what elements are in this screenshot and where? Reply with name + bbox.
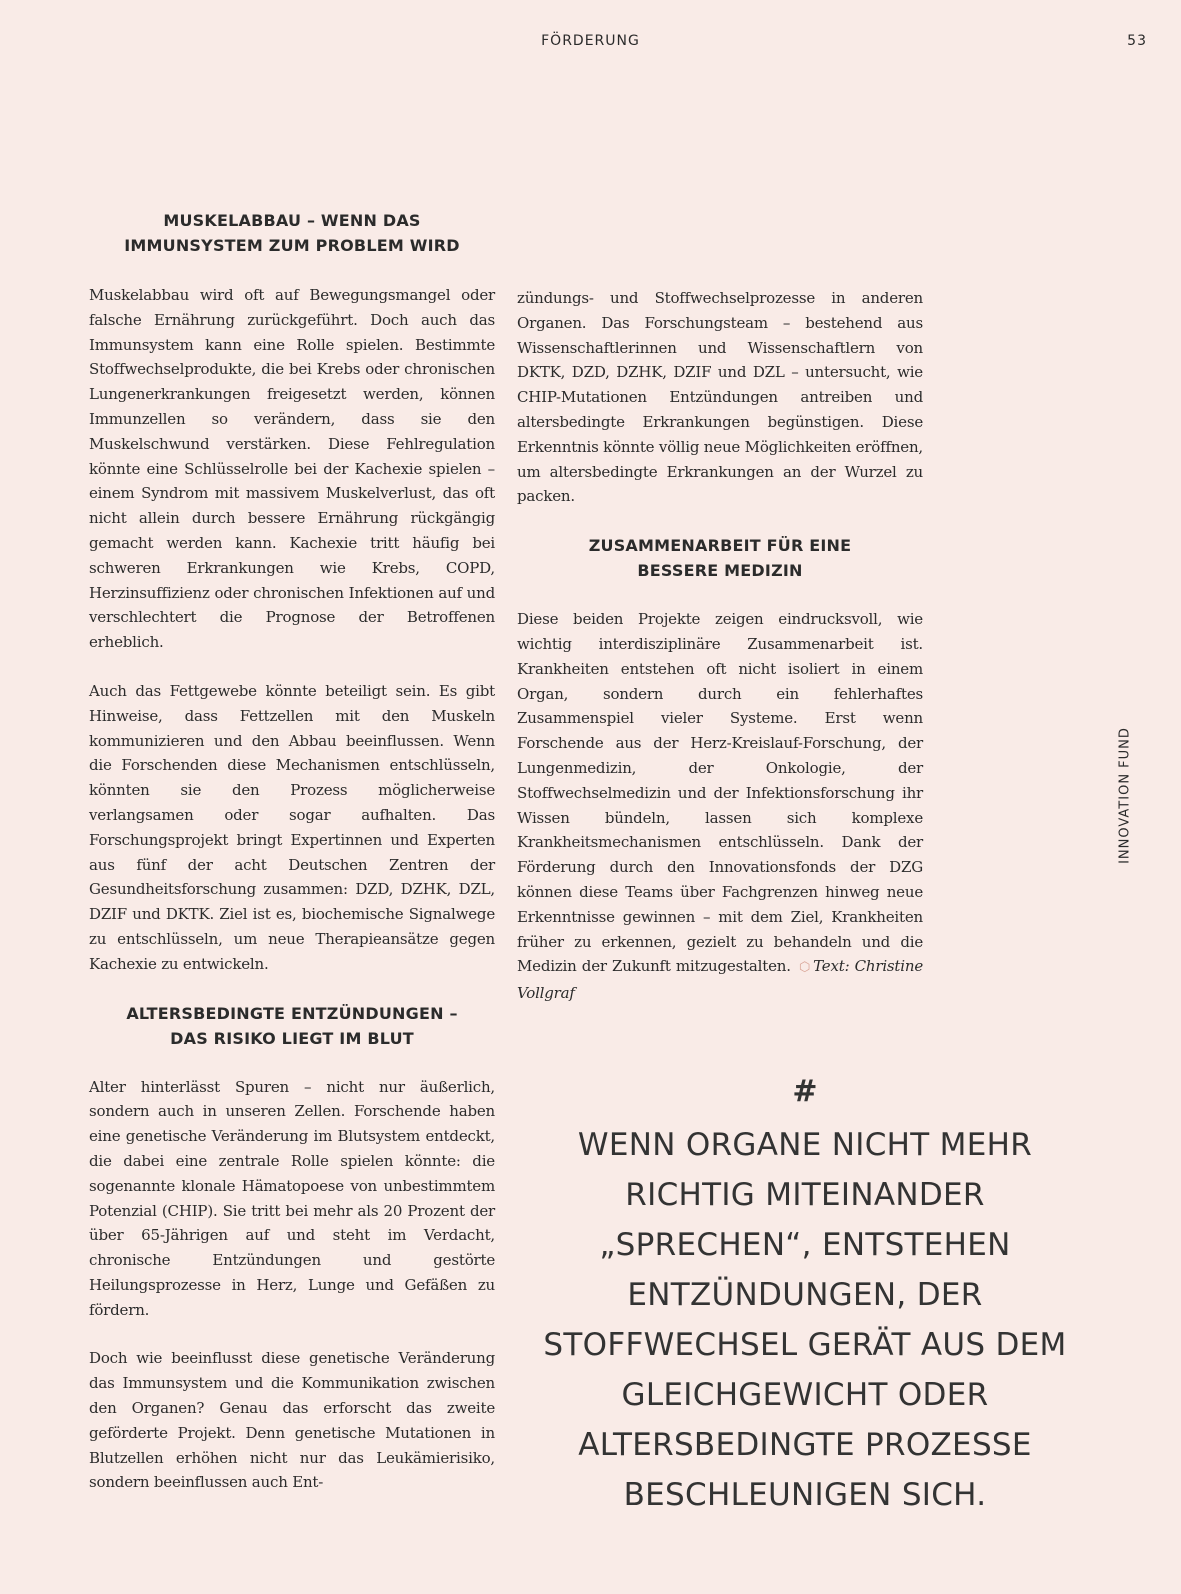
paragraph-text: Diese beiden Projekte zeigen eindrucksvoll, wie wichtig interdisziplinäre Zusammenarbeit ist. Krankheiten entstehen oft nicht isoliert in einem Organ, sondern durch ein fehlerhaftes Zusammenspiel vieler Systeme. Erst wenn Forschende aus der Herz-Kreislauf-Forschung, der Lungenmedizin, der Onkologie, der Stoffwechselmedizin und der Infektionsforschung ihr Wissen bündeln, lassen sich komplexe Krankheitsmechanismen entschlüsseln. Dank der Förderung durch den Innovationsfonds der DZG können diese Teams über Fachgrenzen hinweg neue Erkenntnisse gewinnen – mit dem Ziel, Krankheiten früher zu erkennen, gezielt zu behandeln und die Medizin der Zukunft mitzugestalten. <box>517 610 923 976</box>
heading-line: DAS RISIKO LIEGT IM BLUT <box>170 1028 414 1048</box>
author-credit: Text: Christine Vollgraf <box>517 957 923 1003</box>
heading-line: MUSKELABBAU – WENN DAS <box>163 211 421 230</box>
hashtag-symbol: # <box>792 1074 818 1109</box>
paragraph <box>517 607 923 1006</box>
running-head: FÖRDERUNG <box>541 33 640 49</box>
heading-line: BESSERE MEDIZIN <box>637 561 803 581</box>
pull-quote-text: WENN ORGANE NICHT MEHR RICHTIG MITEINANDER „SPRECHEN“, ENTSTEHEN ENTZÜNDUNGEN, DER STOFFWECHSEL GERÄT AUS DEM GLEICHGEWICHT ODER ALTERSBEDINGTE PROZESSE BESCHLEUNIGEN SICH. <box>543 1127 1067 1513</box>
heading-line: ALTERSBEDINGTE ENTZÜNDUNGEN – <box>126 1003 458 1023</box>
side-label: INNOVATION FUND <box>1117 727 1133 864</box>
hexagon-icon: ⬡ <box>799 960 811 976</box>
pull-quote <box>540 1072 1070 1520</box>
section-heading-zusammenarbeit <box>517 533 923 583</box>
paragraph: Muskelabbau wird oft auf Bewegungsmangel oder falsche Ernährung zurückgeführt. Doch auch das Immunsystem kann eine Rolle spielen. Bestimmte Stoffwechselprodukte, die bei Krebs oder chronischen Lungenerkrankungen freigesetzt werden, können Immunzellen so verändern, dass sie den Muskelschwund verstärken. Diese Fehlregulation könnte eine Schlüsselrolle bei der Kachexie spielen – einem Syndrom mit massivem Muskelverlust, das oft nicht allein durch bessere Ernährung rückgängig gemacht werden kann. Kachexie tritt häufig bei schweren Erkrankungen wie Krebs, COPD, Herzinsuffizienz oder chronischen Infektionen auf und verschlechtert die Prognose der Betroffenen erheblich. <box>89 286 495 652</box>
heading-line: IMMUNSYSTEM ZUM PROBLEM WIRD <box>124 236 460 255</box>
heading-line: ZUSAMMENARBEIT FÜR EINE <box>588 536 852 556</box>
left-column <box>89 208 495 1495</box>
page-number: 53 <box>1127 33 1147 49</box>
paragraph: Alter hinterlässt Spuren – nicht nur äußerlich, sondern auch in unseren Zellen. Forschende haben eine genetische Veränderung im Blutsystem entdeckt, die dabei eine zentrale Rolle spielen könnte: die sogenannte klonale Hämatopoese von unbestimmtem Potenzial (CHIP). Sie tritt bei mehr als 20 Prozent der über 65-Jährigen auf und steht im Verdacht, chronische Entzündungen und gestörte Heilungsprozesse in Herz, Lunge und Gefäßen zu fördern. <box>89 1077 495 1319</box>
right-column <box>517 286 923 1006</box>
paragraph: zündungs- und Stoffwechselprozesse in anderen Organen. Das Forschungsteam – bestehend aus Wissenschaftlerinnen und Wissenschaftlern von DKTK, DZD, DZHK, DZIF und DZL – untersucht, wie CHIP-Mutationen Entzündungen antreiben und altersbedingte Erkrankungen begünstigen. Diese Erkenntnis könnte völlig neue Möglichkeiten eröffnen, um altersbedingte Erkrankungen an der Wurzel zu packen. <box>517 289 923 506</box>
section-heading-muskelabbau <box>89 208 495 258</box>
paragraph: Doch wie beeinflusst diese genetische Veränderung das Immunsystem und die Kommunikation zwischen den Organen? Genau das erforscht das zweite geförderte Projekt. Denn genetische Mutationen in Blutzellen erhöhen nicht nur das Leukämierisiko, sondern beeinflussen auch Ent- <box>89 1349 495 1492</box>
section-heading-entzuendungen <box>89 1001 495 1051</box>
paragraph: Auch das Fettgewebe könnte beteiligt sein. Es gibt Hinweise, dass Fettzellen mit den Muskeln kommunizieren und den Abbau beeinflussen. Wenn die Forschenden diese Mechanismen entschlüsseln, könnten sie den Prozess möglicherweise verlangsamen oder sogar aufhalten. Das Forschungsprojekt bringt Expertinnen und Experten aus fünf der acht Deutschen Zentren der Gesundheitsforschung zusammen: DZD, DZHK, DZL, DZIF und DKTK. Ziel ist es, biochemische Signalwege zu entschlüsseln, um neue Therapieansätze gegen Kachexie zu entwickeln. <box>89 681 495 973</box>
